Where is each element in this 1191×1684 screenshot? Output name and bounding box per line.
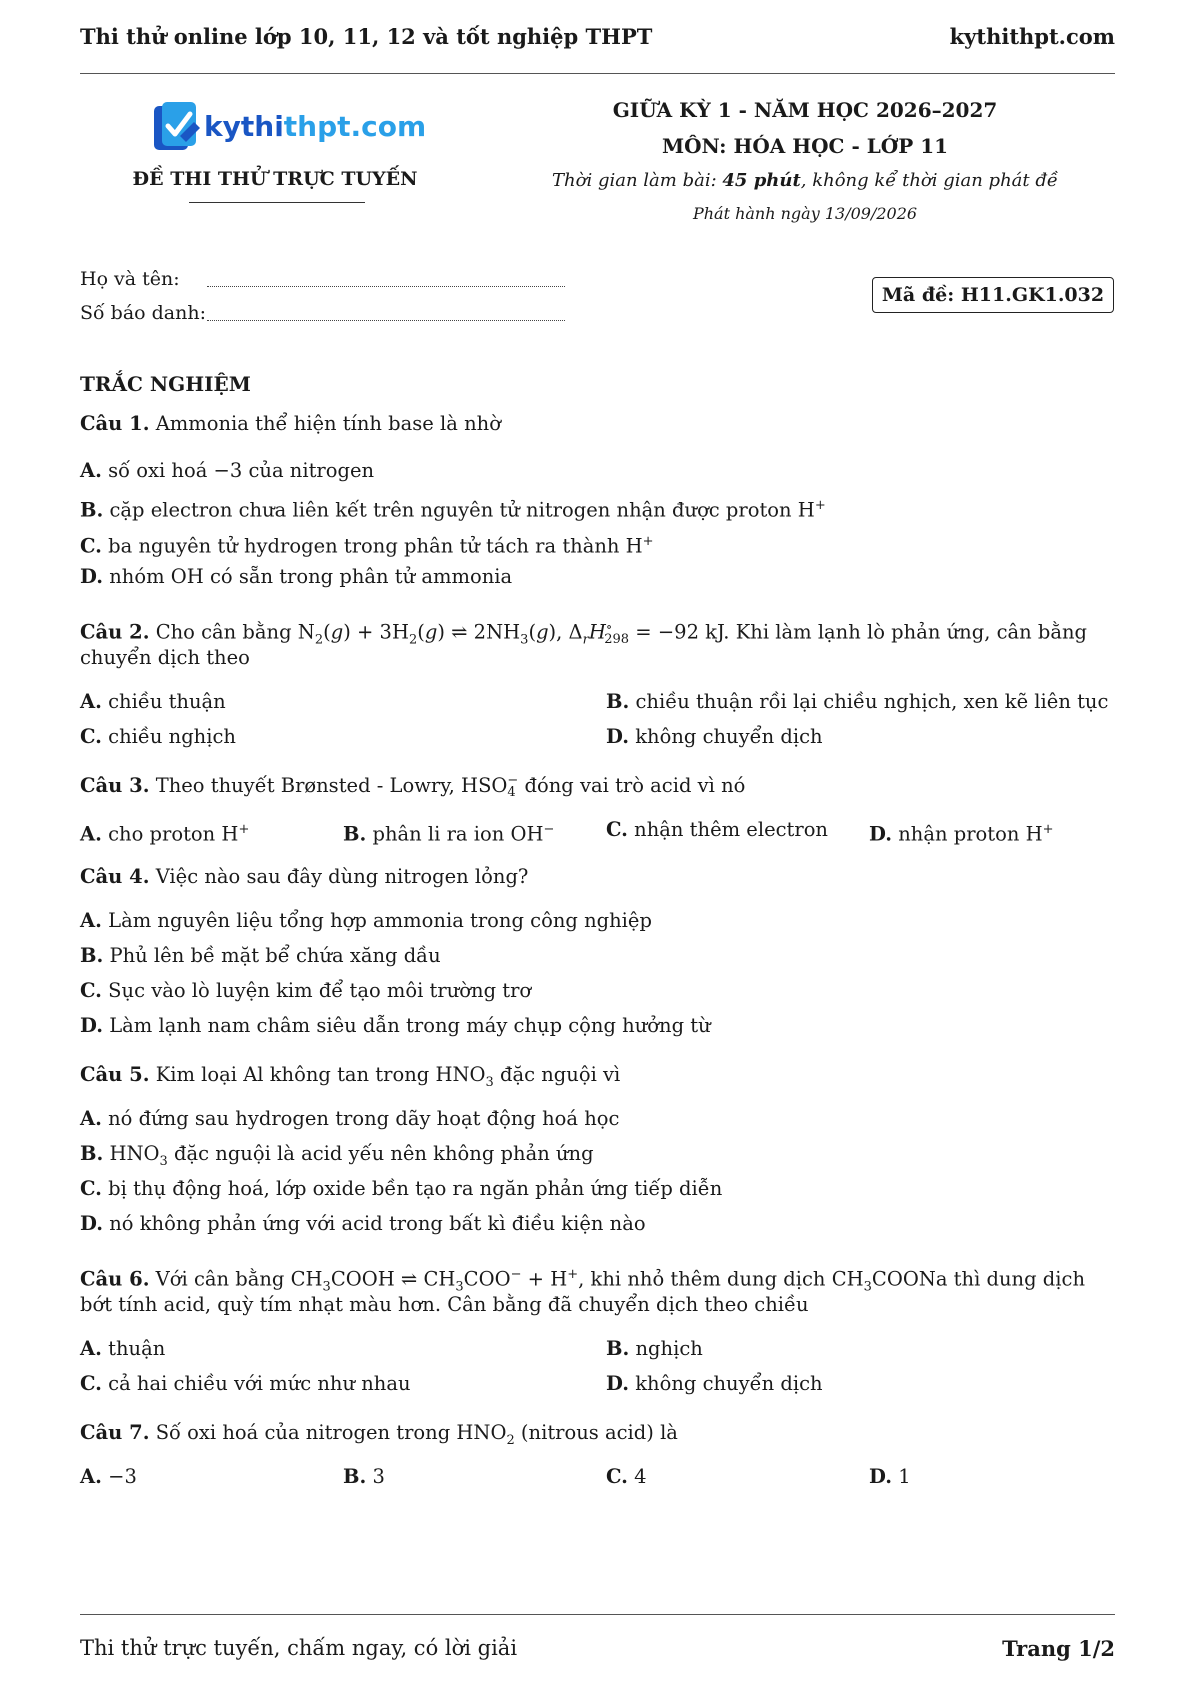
q6-option-b[interactable]: B. nghịch — [606, 1337, 703, 1360]
q3-option-d[interactable]: D. nhận proton H+ — [869, 822, 1054, 846]
q4-option-b[interactable]: B. Phủ lên bề mặt bể chứa xăng dầu — [80, 944, 441, 967]
header-right[interactable]: kythithpt.com — [949, 24, 1115, 49]
section-title: TRẮC NGHIỆM — [80, 372, 251, 396]
question-2-line2: chuyển dịch theo — [80, 646, 250, 669]
q4-option-d[interactable]: D. Làm lạnh nam châm siêu dẫn trong máy chụp cộng hưởng từ — [80, 1014, 711, 1037]
q7-option-d[interactable]: D. 1 — [869, 1465, 911, 1488]
name-field[interactable] — [207, 272, 565, 287]
name-label: Họ và tên: — [80, 268, 180, 290]
exam-time: Thời gian làm bài: 45 phút, không kể thời gian phát đề — [552, 170, 1058, 191]
q4-option-c[interactable]: C. Sục vào lò luyện kim để tạo môi trường trơ — [80, 979, 532, 1002]
question-7: Câu 7. Số oxi hoá của nitrogen trong $HNO_2$ (nitrous acid) là — [80, 1421, 678, 1448]
exam-code-box: Mã đề: H11.GK1.032 — [872, 277, 1114, 313]
school-label: ĐỀ THI THỬ TRỰC TUYẾN — [132, 168, 418, 190]
page-number: Trang 1/2 — [1002, 1636, 1115, 1661]
id-field[interactable] — [207, 306, 565, 321]
question-5: Câu 5. Kim loại Al không tan trong $HNO_3$ đặc nguội vì — [80, 1063, 621, 1090]
exam-title: GIỮA KỲ 1 - NĂM HỌC 2026–2027 — [612, 98, 998, 122]
footer-left: Thi thử trực tuyến, chấm ngay, có lời giải — [80, 1636, 518, 1660]
question-3: Câu 3. Theo thuyết Brønsted - Lowry, HSO − 4 đóng vai trò acid vì nó — [80, 772, 746, 800]
q6-option-d[interactable]: D. không chuyển dịch — [606, 1372, 823, 1395]
school-underline — [189, 202, 365, 203]
q2-option-b[interactable]: B. chiều thuận rồi lại chiều nghịch, xen kẽ liên tục — [606, 690, 1109, 713]
q7-option-a[interactable]: A. −3 — [80, 1465, 137, 1488]
header-left: Thi thử online lớp 10, 11, 12 và tốt nghiệp THPT — [80, 24, 653, 49]
q2-option-a[interactable]: A. chiều thuận — [80, 690, 226, 713]
exam-issued: Phát hành ngày 13/09/2026 — [692, 204, 918, 223]
logo-text-accent: thpt.com — [283, 110, 427, 143]
logo-icon — [150, 100, 206, 156]
q2-option-c[interactable]: C. chiều nghịch — [80, 725, 236, 748]
header-rule — [80, 73, 1115, 74]
q3-option-c[interactable]: C. nhận thêm electron — [606, 818, 828, 841]
q6-option-c[interactable]: C. cả hai chiều với mức như nhau — [80, 1372, 411, 1395]
question-1: Câu 1. Ammonia thể hiện tính base là nhờ — [80, 412, 501, 435]
q2-option-d[interactable]: D. không chuyển dịch — [606, 725, 823, 748]
footer-rule — [80, 1614, 1115, 1615]
q1-option-d[interactable]: D. nhóm OH có sẵn trong phân tử ammonia — [80, 565, 513, 588]
q1-option-c[interactable]: C. ba nguyên tử hydrogen trong phân tử tách ra thành H+ — [80, 534, 654, 558]
q5-option-a[interactable]: A. nó đứng sau hydrogen trong dãy hoạt động hoá học — [80, 1107, 620, 1130]
question-4: Câu 4. Việc nào sau đây dùng nitrogen lỏng? — [80, 865, 529, 888]
q4-option-a[interactable]: A. Làm nguyên liệu tổng hợp ammonia trong công nghiệp — [80, 909, 652, 932]
q3-option-b[interactable]: B. phân li ra ion OH− — [343, 822, 555, 846]
q6-option-a[interactable]: A. thuận — [80, 1337, 166, 1360]
q7-option-c[interactable]: C. 4 — [606, 1465, 647, 1488]
q5-option-c[interactable]: C. bị thụ động hoá, lớp oxide bền tạo ra ngăn phản ứng tiếp diễn — [80, 1177, 723, 1200]
q5-option-b[interactable]: B. $HNO_3$ đặc nguội là acid yếu nên không phản ứng — [80, 1142, 594, 1169]
logo-text-dark: kythi — [204, 110, 284, 143]
q5-option-d[interactable]: D. nó không phản ứng với acid trong bất kì điều kiện nào — [80, 1212, 646, 1235]
exam-time-value: 45 phút — [722, 170, 801, 191]
q7-option-b[interactable]: B. 3 — [343, 1465, 385, 1488]
question-6: Câu 6. Với cân bằng $CH_3COOH$ ⇌ $CH_3COO^- + H^+$, khi nhỏ thêm dung dịch $CH_3COONa$ thì dung dịch — [80, 1267, 1085, 1295]
id-label: Số báo danh: — [80, 302, 207, 324]
exam-subject: MÔN: HÓA HỌC - LỚP 11 — [661, 134, 949, 158]
q1-option-b[interactable]: B. cặp electron chưa liên kết trên nguyên tử nitrogen nhận được proton H+ — [80, 498, 826, 522]
question-6-line2: bớt tính acid, quỳ tím nhạt màu hơn. Cân bằng đã chuyển dịch theo chiều — [80, 1293, 809, 1316]
question-2: Câu 2. Cho cân bằng $N_2(g) + 3H_2(g)$ ⇌ $2NH_3(g)$, $\Delta_rH^\circ_{298} = -92$ kJ. Khi làm lạnh lò phản ứng, cân bằng — [80, 620, 1088, 648]
q3-option-a[interactable]: A. cho proton H+ — [80, 822, 250, 846]
logo — [150, 100, 427, 156]
q1-option-a[interactable]: A. số oxi hoá −3 của nitrogen — [80, 459, 375, 482]
